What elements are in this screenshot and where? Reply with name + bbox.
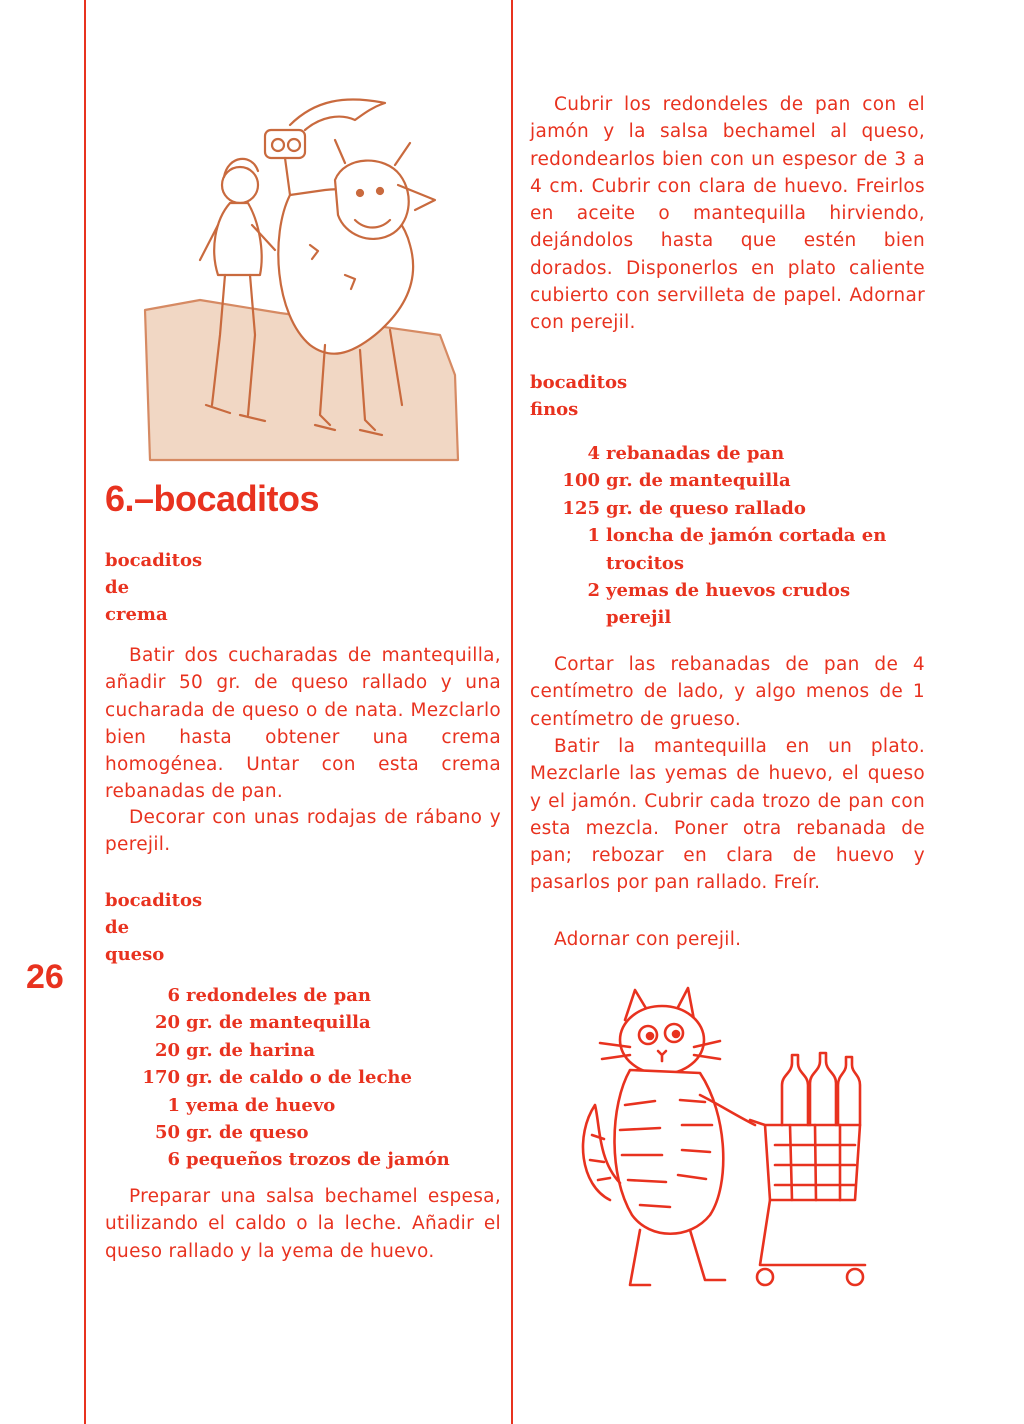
subhead-bocaditos-de-crema [105, 547, 202, 628]
ingredient-qty: 1 [587, 525, 600, 547]
ingredient-text: gr. de queso [186, 1122, 309, 1144]
ingredient-item [110, 1009, 480, 1036]
ingredient-qty: 4 [587, 443, 600, 464]
ingredient-item [530, 440, 925, 467]
ingredient-text: pequeños trozos de jamón [186, 1149, 450, 1171]
ingredient-item [110, 1092, 480, 1119]
ingredient-item [110, 1119, 480, 1146]
queso-ingredient-list [110, 982, 480, 1174]
ingredient-item [530, 495, 925, 522]
subhead-line: de [105, 577, 130, 598]
queso-continued-paragraph: Cubrir los redondeles de pan con el jamón y la salsa bechamel al queso, redondearlos bien con un espesor de 3 a 4 cm. Cubrir con clara de huevo. Freirlos en aceite o mantequilla hirviendo, dejándolos hasta que estén bien dorados. Disponerlos en plato caliente cubierto con servilleta de papel. Adornar con perejil. [530, 94, 925, 334]
ingredient-text: redondeles de pan [186, 985, 371, 1006]
ingredient-text: gr. de mantequilla [186, 1012, 371, 1034]
ingredient-text: perejil [606, 607, 672, 629]
center-column-rule [511, 0, 513, 1424]
ingredient-item [530, 522, 925, 577]
ingredient-text: gr. de queso rallado [606, 497, 806, 519]
ingredient-qty: 50 [154, 1122, 180, 1144]
ingredient-text: gr. de mantequilla [606, 470, 791, 492]
ingredient-qty: 6 [167, 985, 180, 1006]
finos-paragraph-2: Batir la mantequilla en un plato. Mezclarle las yemas de huevo, el queso y el jamón. Cubrir cada trozo de pan con esta mezcla. Poner otra rebanada de pan; rebozar en clara de huevo y pasarlos por pan rallado. Freír. [530, 736, 925, 894]
ingredient-qty: 2 [587, 580, 600, 602]
ingredient-qty: 125 [562, 497, 600, 519]
subhead-line: bocaditos [530, 372, 628, 393]
subhead-bocaditos-finos [530, 369, 627, 423]
ingredient-text: gr. de harina [186, 1039, 316, 1061]
finos-paragraph-1: Cortar las rebanadas de pan de 4 centímetro de lado, y algo menos de 1 centímetro de grueso. [530, 654, 925, 730]
ingredient-text: gr. de caldo o de leche [186, 1067, 412, 1089]
ingredient-qty: 1 [167, 1094, 180, 1116]
ingredient-item [110, 1064, 480, 1091]
ingredient-text: rebanadas de pan [606, 443, 785, 464]
ingredient-text: yema de huevo [186, 1094, 336, 1116]
queso-paragraph: Preparar una salsa bechamel espesa, utilizando el caldo o la leche. Añadir el queso rallado y la yema de huevo. [105, 1186, 501, 1262]
ingredient-text: loncha de jamón cortada en trocitos [606, 525, 887, 574]
subhead-line: crema [105, 604, 168, 625]
ingredient-item [530, 467, 925, 494]
ingredient-item [530, 604, 925, 631]
ingredient-qty: 6 [167, 1149, 180, 1171]
finos-paragraph-3: Adornar con perejil. [554, 929, 742, 950]
ingredient-text: yemas de huevos crudos [606, 580, 851, 602]
ingredient-qty: 170 [142, 1067, 180, 1089]
subhead-line: queso [105, 944, 165, 965]
ingredient-item [530, 577, 925, 604]
ingredient-qty: 100 [562, 470, 600, 492]
ingredient-qty: 20 [154, 1039, 180, 1061]
subhead-line: bocaditos [105, 550, 203, 571]
ingredient-item [110, 1146, 480, 1173]
subhead-bocaditos-de-queso [105, 887, 202, 968]
section-title: 6.–bocaditos [105, 478, 320, 519]
ingredient-item [110, 1037, 480, 1064]
cat-with-shopping-cart-illustration-icon [570, 985, 880, 1305]
subhead-line: de [105, 917, 130, 938]
finos-ingredient-list [530, 440, 925, 632]
child-and-cow-illustration-icon [140, 85, 460, 465]
ingredient-item [110, 982, 480, 1009]
subhead-line: finos [530, 399, 579, 420]
crema-paragraph-2: Decorar con unas rodajas de rábano y perejil. [105, 807, 501, 856]
left-column-rule [84, 0, 86, 1424]
ingredient-qty [530, 604, 606, 631]
crema-paragraph-1: Batir dos cucharadas de mantequilla, añadir 50 gr. de queso rallado y una cucharada de queso o de nata. Mezclarlo bien hasta obtener una crema homogénea. Untar con esta crema rebanadas de pan. [105, 645, 501, 803]
ingredient-qty: 20 [154, 1012, 180, 1034]
subhead-line: bocaditos [105, 890, 203, 911]
page-number: 26 [26, 958, 64, 996]
